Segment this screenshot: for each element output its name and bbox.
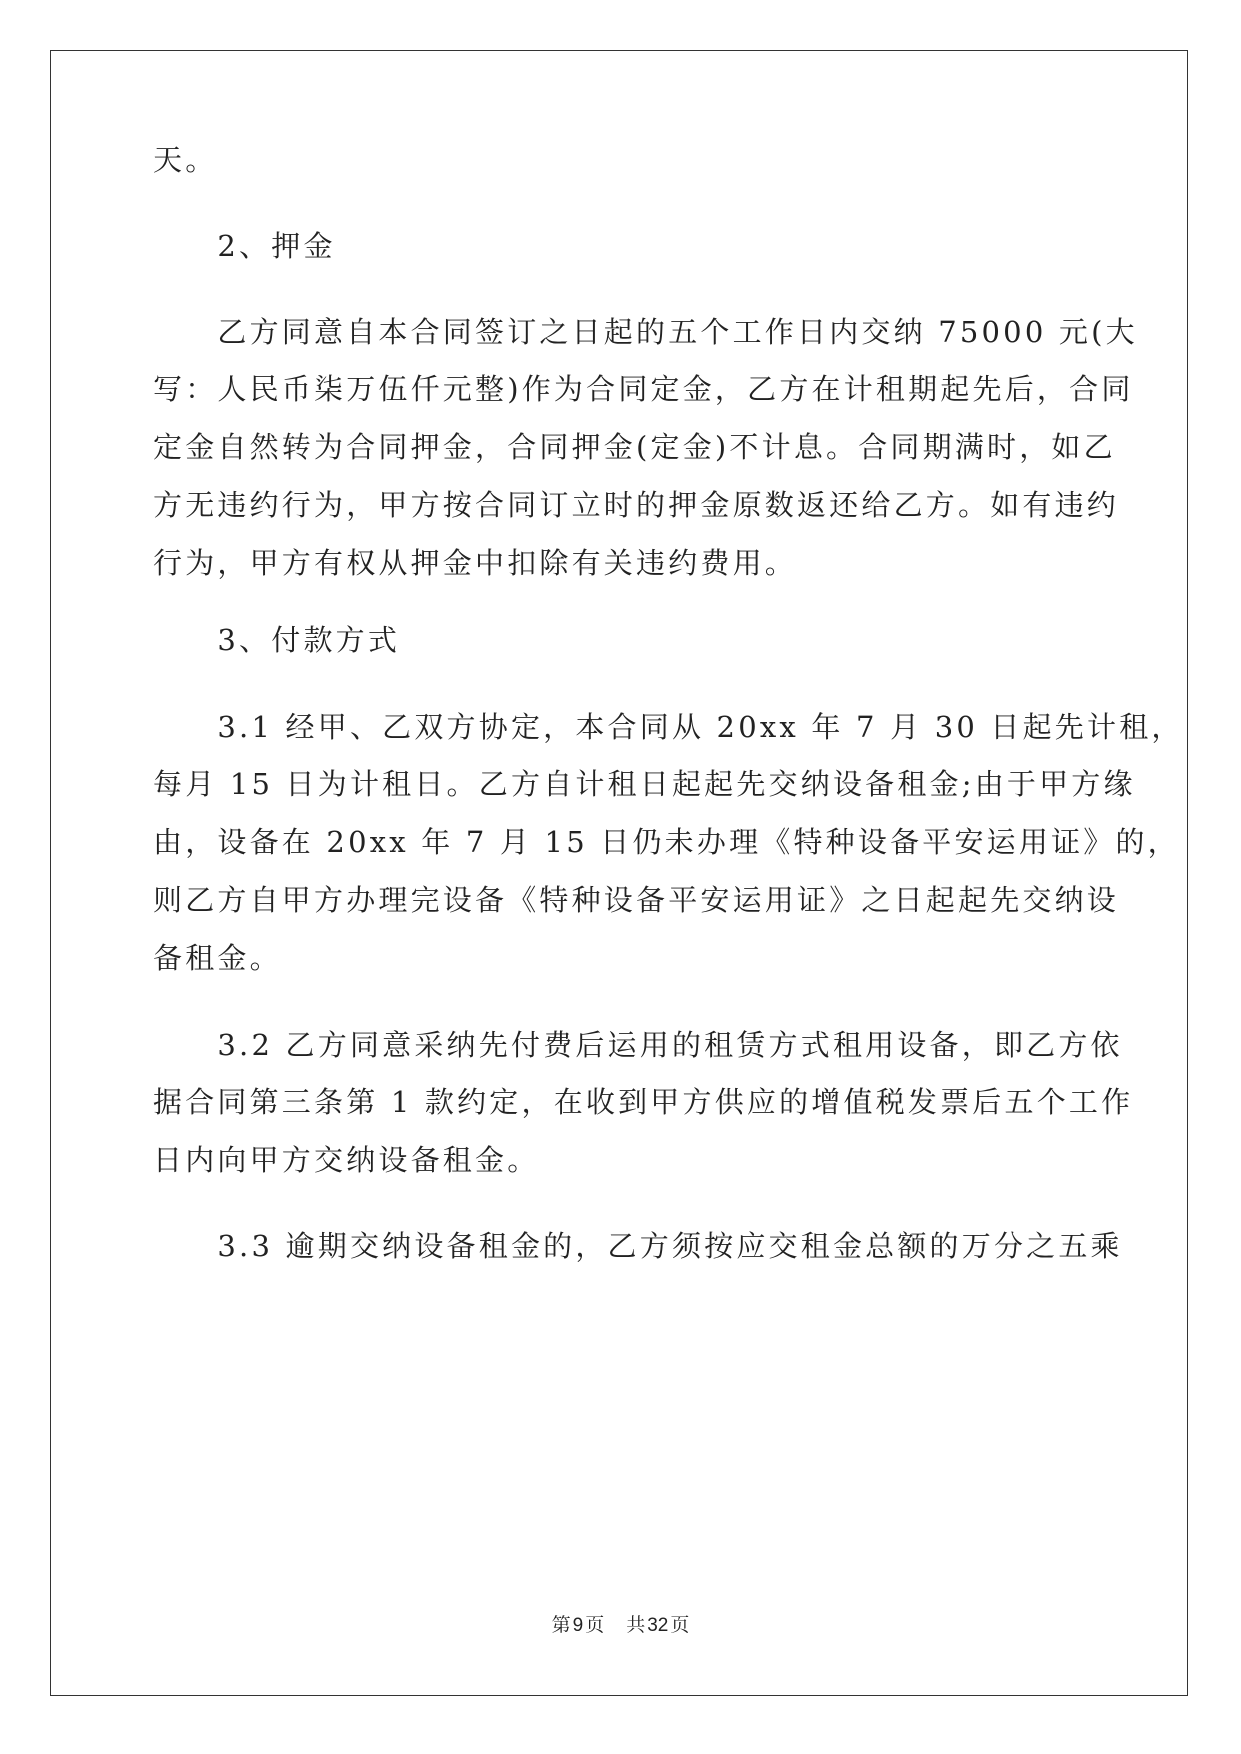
- text-line: 天。: [153, 143, 218, 177]
- page-number: 9: [572, 1615, 584, 1636]
- text-line: 据合同第三条第 1 款约定，在收到甲方供应的增值税发票后五个工作: [153, 1085, 1134, 1119]
- text-line: 定金自然转为合同押金，合同押金(定金)不计息。合同期满时，如乙: [153, 430, 1116, 464]
- text-line: 备租金。: [153, 941, 282, 975]
- text-line: 日内向甲方交纳设备租金。: [153, 1143, 540, 1177]
- text-line: 写：人民币柒万伍仟元整)作为合同定金，乙方在计租期起先后，合同: [153, 372, 1134, 406]
- text-line: 3.2 乙方同意采纳先付费后运用的租赁方式租用设备，即乙方依: [153, 1028, 1123, 1062]
- page-prefix: 第: [551, 1614, 571, 1636]
- page-border: [50, 50, 1188, 1696]
- text-line: 3.1 经甲、乙双方协定，本合同从 20xx 年 7 月 30 日起先计租，: [153, 710, 1184, 744]
- total-prefix: 共: [626, 1614, 646, 1636]
- page-suffix: 页: [585, 1614, 605, 1636]
- text-line: 则乙方自甲方办理完设备《特种设备平安运用证》之日起起先交纳设: [153, 883, 1120, 917]
- text-line: 方无违约行为，甲方按合同订立时的押金原数返还给乙方。如有违约: [153, 488, 1120, 522]
- section-heading-deposit: 2、押金: [153, 229, 336, 263]
- text-line: 由，设备在 20xx 年 7 月 15 日仍未办理《特种设备平安运用证》的，: [153, 825, 1180, 859]
- text-line: 每月 15 日为计租日。乙方自计租日起起先交纳设备租金;由于甲方缘: [153, 767, 1136, 801]
- section-heading-payment-method: 3、付款方式: [153, 623, 401, 657]
- total-suffix: 页: [670, 1614, 690, 1636]
- total-pages: 32: [647, 1615, 669, 1636]
- text-line: 乙方同意自本合同签订之日起的五个工作日内交纳 75000 元(大: [153, 315, 1138, 349]
- text-line: 行为，甲方有权从押金中扣除有关违约费用。: [153, 546, 798, 580]
- page-footer: [0, 1610, 1241, 1637]
- text-line: 3.3 逾期交纳设备租金的，乙方须按应交租金总额的万分之五乘: [153, 1229, 1123, 1263]
